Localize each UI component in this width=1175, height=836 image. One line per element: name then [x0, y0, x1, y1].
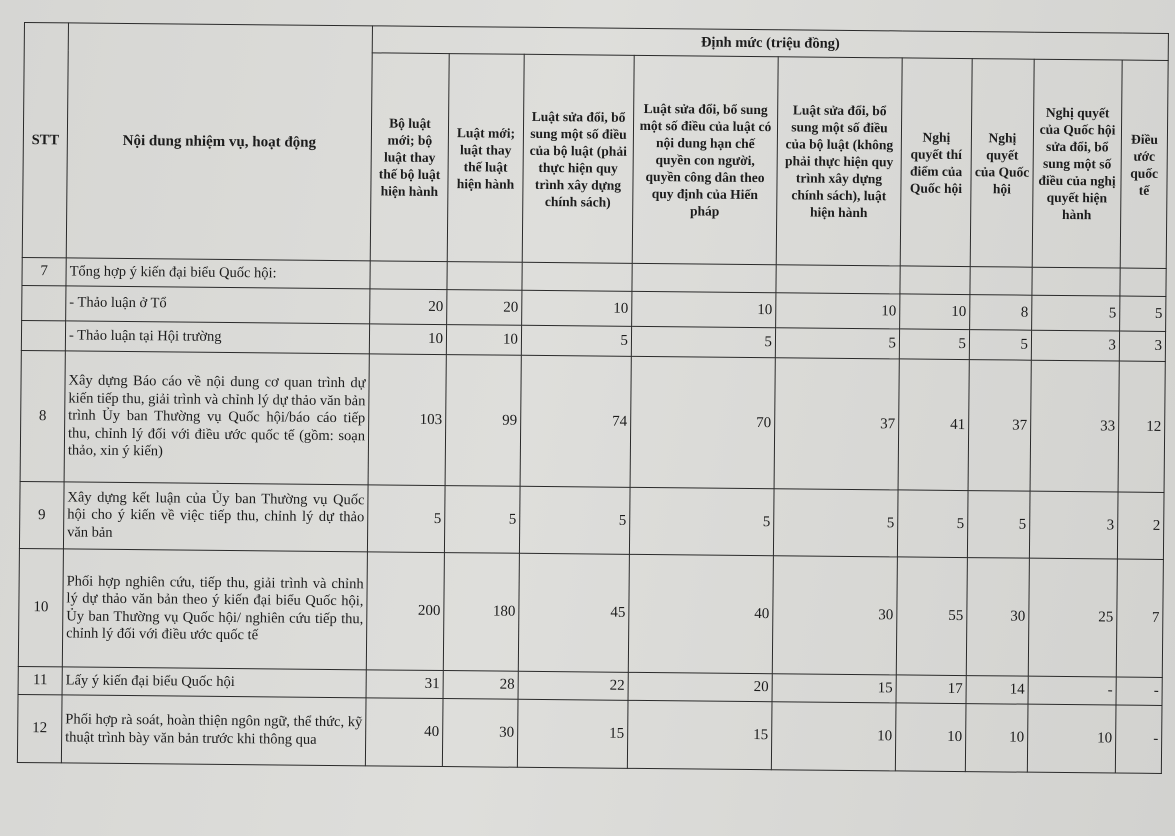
- row-value: [1032, 267, 1120, 296]
- header-col-8: Nghị quyết của Quốc hội sửa đổi, bổ sung một số điều của nghị quyết hiện hành: [1032, 59, 1122, 268]
- row-value: 37: [968, 360, 1031, 492]
- row-value: 41: [898, 359, 969, 491]
- row-value: 5: [444, 486, 520, 554]
- row-value: 25: [1028, 558, 1117, 677]
- row-value: -: [1115, 705, 1162, 773]
- row-value: 99: [445, 355, 521, 487]
- row-value: 40: [628, 554, 773, 673]
- table-row: [17, 694, 1162, 773]
- header-col-2: Luật mới; luật thay thế luật hiện hành: [447, 54, 524, 263]
- row-content: Phối hợp nghiên cứu, tiếp thu, giải trình và chỉnh lý dự thảo văn bản theo ý kiến đại biểu Quốc hội, Ủy ban Thường vụ Quốc hội/ nghiên cứu tiếp thu, chỉnh lý đối với điều ước quốc tế: [62, 549, 367, 670]
- row-value: 5: [969, 330, 1031, 361]
- row-value: 12: [1118, 361, 1165, 492]
- row-value: 31: [366, 670, 443, 699]
- row-stt: 12: [17, 694, 62, 762]
- header-col-3: Luật sửa đổi, bổ sung một số điều của bộ luật (phải thực hiện quy trình xây dựng chính sách): [522, 54, 634, 263]
- row-value: 2: [1117, 492, 1164, 559]
- table-row: [20, 350, 1165, 492]
- table-row: [19, 481, 1164, 559]
- header-col-5: Luật sửa đổi, bổ sung một số điều của bộ luật (không phải thực hiện quy trình xây dựng chính sách), luật hiện hành: [776, 57, 902, 266]
- row-value: 15: [627, 700, 772, 769]
- row-content: Phối hợp rà soát, hoàn thiện ngôn ngữ, thể thức, kỹ thuật trình bày văn bản trước khi thông qua: [61, 695, 366, 766]
- row-value: [900, 266, 970, 295]
- row-value: 20: [370, 289, 447, 325]
- row-value: 22: [518, 671, 628, 700]
- row-value: 10: [900, 294, 970, 330]
- row-value: [970, 267, 1032, 296]
- row-value: 5: [897, 490, 968, 558]
- header-stt: STT: [22, 23, 68, 258]
- row-value: [632, 263, 776, 292]
- row-value: [776, 265, 900, 294]
- row-value: [370, 261, 447, 290]
- row-value: 5: [1032, 295, 1120, 331]
- row-value: 10: [895, 703, 966, 772]
- row-value: 180: [443, 553, 519, 672]
- row-value: 28: [443, 671, 518, 700]
- row-content: Lấy ý kiến đại biểu Quốc hội: [62, 667, 366, 698]
- table-row: [18, 548, 1163, 677]
- header-content: Nội dung nhiệm vụ, hoạt động: [66, 23, 372, 261]
- row-value: 10: [1027, 704, 1116, 773]
- row-value: 3: [1029, 491, 1118, 559]
- row-content: Xây dựng kết luận của Ủy ban Thường vụ Quốc hội cho ý kiến về việc tiếp thu, chỉnh lý dự thảo văn bản: [63, 482, 368, 552]
- row-value: 70: [630, 356, 775, 488]
- row-value: 5: [367, 485, 445, 553]
- row-value: [447, 262, 522, 291]
- norms-table: [17, 22, 1169, 774]
- row-stt: 10: [18, 548, 63, 666]
- row-content: Xây dựng Báo cáo về nội dung cơ quan trình dự kiến tiếp thu, giải trình và chỉnh lý dự thảo văn bản trình Ủy ban Thường vụ Quốc hội/báo cáo tiếp thu, chỉnh lý đối với điều ước quốc tế (gồm: soạn thảo, xin ý kiến): [64, 351, 369, 485]
- row-value: 5: [773, 489, 898, 557]
- row-value: 103: [368, 354, 446, 486]
- row-value: 30: [772, 556, 897, 675]
- row-value: 17: [896, 675, 966, 704]
- row-stt: 9: [19, 481, 64, 548]
- row-value: 45: [518, 553, 629, 672]
- row-content: Tổng hợp ý kiến đại biểu Quốc hội:: [66, 258, 370, 289]
- row-value: 5: [1120, 296, 1166, 331]
- row-stt: 7: [22, 257, 66, 285]
- row-value: 20: [628, 672, 772, 701]
- header-col-9: Điều ước quốc tế: [1120, 60, 1168, 268]
- row-value: 7: [1116, 559, 1163, 677]
- row-value: 37: [774, 358, 899, 490]
- row-stt: [22, 285, 66, 320]
- row-value: 8: [970, 295, 1032, 331]
- row-value: 5: [519, 486, 630, 554]
- header-col-1: Bộ luật mới; bộ luật thay thế bộ luật hiện hành: [370, 53, 449, 262]
- row-value: 30: [442, 699, 518, 768]
- row-content: - Thảo luận tại Hội trường: [65, 321, 369, 354]
- header-col-6: Nghị quyết thí điểm của Quốc hội: [900, 58, 972, 267]
- header-col-7: Nghị quyết của Quốc hội: [970, 59, 1034, 268]
- row-content: - Thảo luận ở Tổ: [66, 286, 370, 324]
- row-value: 5: [631, 326, 775, 357]
- row-value: 5: [629, 487, 774, 555]
- row-value: [522, 262, 632, 291]
- row-value: 10: [632, 291, 776, 327]
- row-value: 10: [965, 704, 1028, 773]
- row-value: 15: [517, 699, 628, 768]
- header-col-4: Luật sửa đổi, bổ sung một số điều của luật có nội dung hạn chế quyền con người, quyền công dân theo quy định của Hiến pháp: [632, 55, 778, 264]
- row-value: 3: [1119, 331, 1165, 361]
- row-value: 20: [447, 290, 522, 326]
- row-stt: [21, 320, 65, 350]
- header-norm-group: Định mức (triệu đồng): [372, 26, 1168, 61]
- row-value: 14: [966, 676, 1028, 705]
- row-value: 5: [967, 491, 1030, 559]
- row-value: 5: [521, 325, 631, 356]
- row-value: 40: [365, 698, 443, 767]
- row-stt: 11: [18, 666, 62, 694]
- row-value: -: [1028, 676, 1116, 705]
- row-value: -: [1116, 677, 1162, 705]
- row-value: 10: [522, 290, 632, 326]
- row-value: 10: [776, 293, 900, 329]
- row-value: 5: [899, 329, 969, 360]
- row-value: 10: [369, 324, 446, 355]
- row-value: 5: [775, 328, 899, 359]
- row-value: 200: [366, 552, 444, 671]
- row-value: 10: [771, 702, 896, 771]
- row-value: [1120, 268, 1166, 296]
- row-value: 33: [1030, 360, 1119, 492]
- row-value: 30: [966, 558, 1029, 677]
- row-value: 3: [1031, 330, 1119, 361]
- row-value: 55: [896, 557, 967, 676]
- row-stt: 8: [20, 350, 65, 481]
- row-value: 74: [520, 355, 631, 487]
- row-value: 15: [772, 674, 896, 703]
- row-value: 10: [446, 325, 521, 356]
